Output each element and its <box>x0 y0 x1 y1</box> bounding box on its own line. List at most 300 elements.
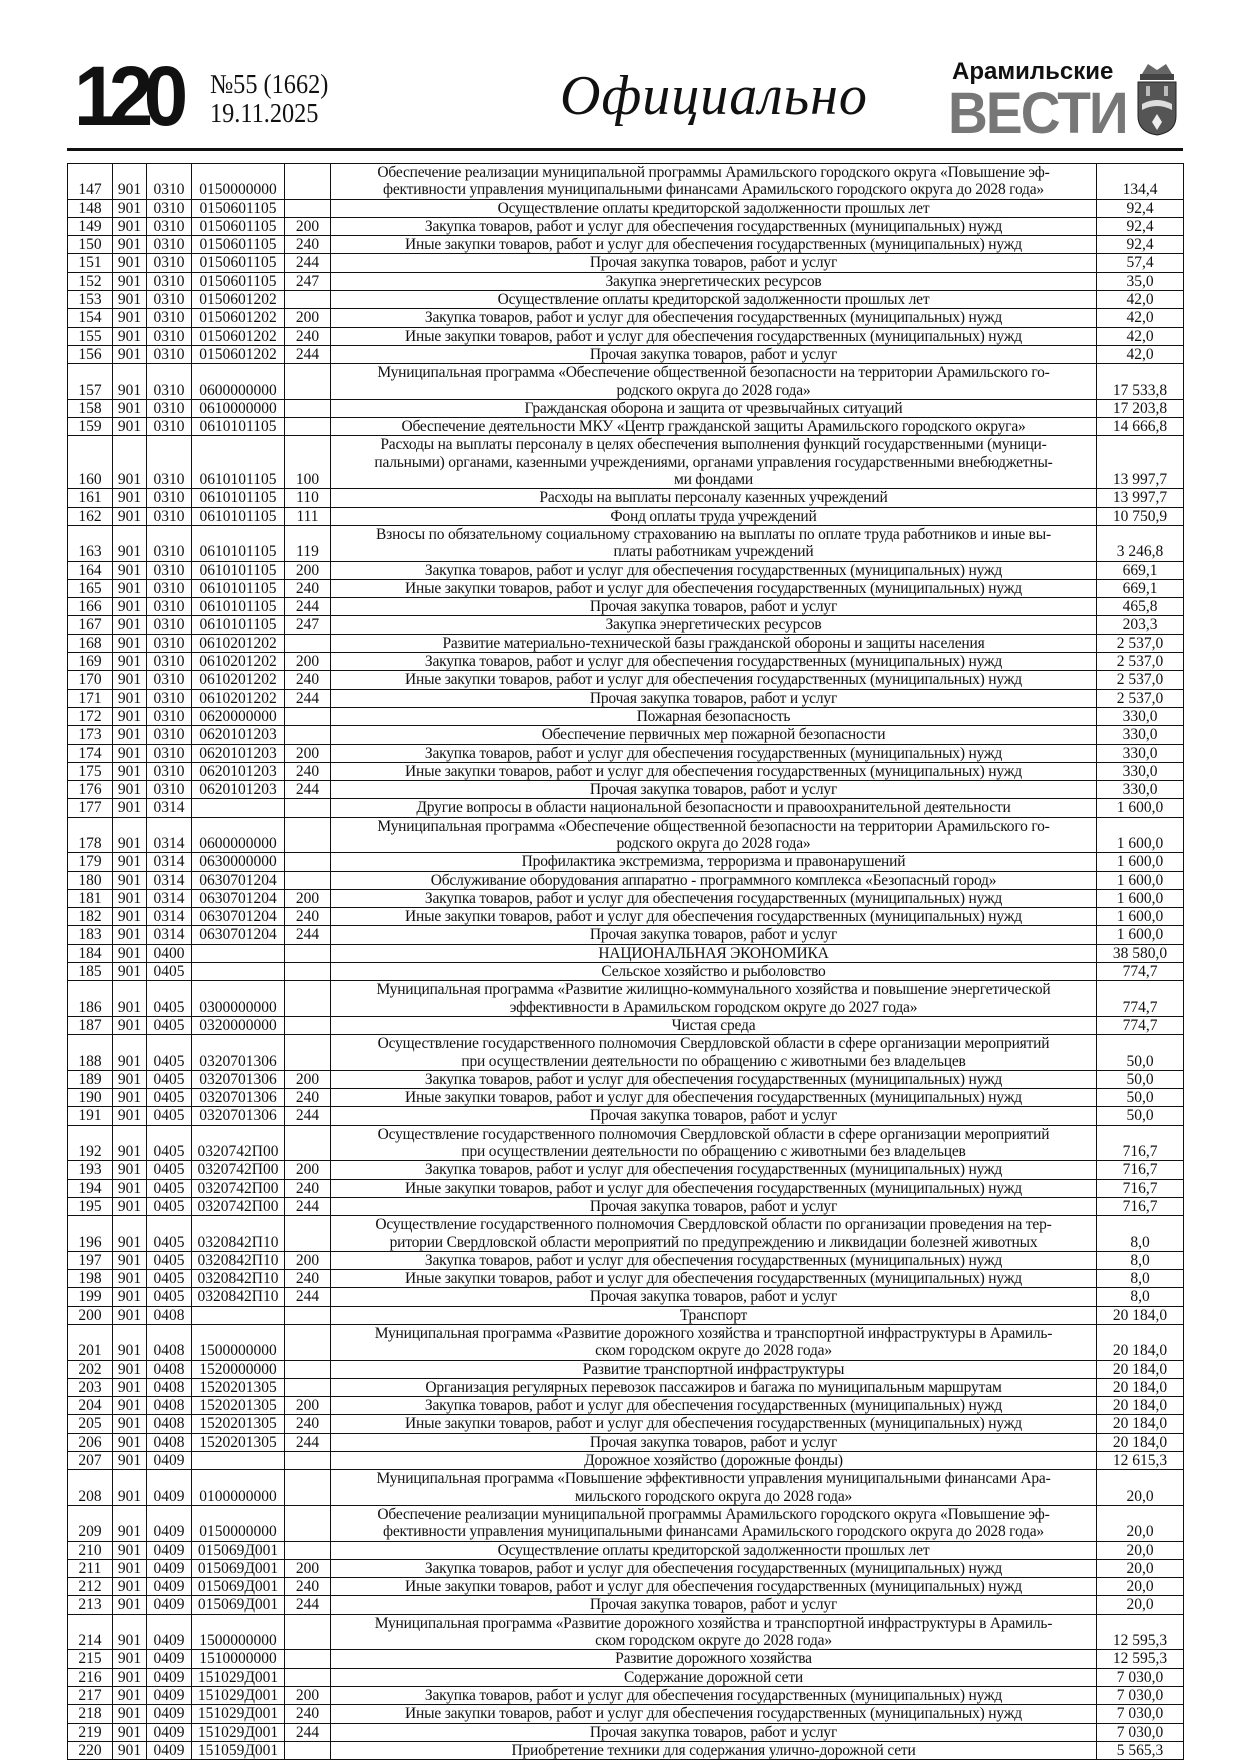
section-code: 0408 <box>147 1360 192 1378</box>
table-row <box>68 908 1184 926</box>
table-row <box>68 598 1184 616</box>
ministry-code: 901 <box>113 525 147 561</box>
target-code: 0610101105 <box>192 489 285 507</box>
amount: 17 203,8 <box>1097 399 1184 417</box>
section-code: 0314 <box>147 908 192 926</box>
table-row <box>68 1723 1184 1741</box>
section-code: 0310 <box>147 744 192 762</box>
row-number: 207 <box>68 1452 113 1470</box>
ministry-code: 901 <box>113 1288 147 1306</box>
table-row <box>68 1541 1184 1559</box>
expense-type: 240 <box>285 1705 331 1723</box>
expense-type <box>285 634 331 652</box>
expense-type <box>285 418 331 436</box>
expense-type: 240 <box>285 1415 331 1433</box>
amount: 20 184,0 <box>1097 1325 1184 1361</box>
expense-type <box>285 1452 331 1470</box>
expense-type: 240 <box>285 236 331 254</box>
issue-date: 19.11.2025 <box>210 98 319 128</box>
expense-type: 200 <box>285 653 331 671</box>
table-row <box>68 418 1184 436</box>
target-code: 0630701204 <box>192 908 285 926</box>
section-code: 0310 <box>147 598 192 616</box>
ministry-code: 901 <box>113 1741 147 1759</box>
page-number: 120 <box>74 49 179 143</box>
description: Прочая закупка товаров, работ и услуг <box>331 1596 1097 1614</box>
table-row <box>68 1070 1184 1088</box>
description: Муниципальная программа «Обеспечение общественной безопасности на территории Арамильского го- родского округа до 2028 года» <box>331 364 1097 400</box>
table-row <box>68 345 1184 363</box>
table-row <box>68 1686 1184 1704</box>
table-row <box>68 1614 1184 1650</box>
ministry-code: 901 <box>113 944 147 962</box>
expense-type: 240 <box>285 327 331 345</box>
amount: 42,0 <box>1097 345 1184 363</box>
section-code: 0409 <box>147 1596 192 1614</box>
description: Муниципальная программа «Повышение эффективности управления муниципальными финансами Ара- мильского городского округа до 2028 года» <box>331 1470 1097 1506</box>
table-row <box>68 781 1184 799</box>
section-title: Официально <box>560 65 868 127</box>
table-row <box>68 1505 1184 1541</box>
section-code: 0408 <box>147 1306 192 1324</box>
amount: 7 030,0 <box>1097 1723 1184 1741</box>
amount: 1 600,0 <box>1097 926 1184 944</box>
table-row <box>68 1288 1184 1306</box>
target-code: 0150601202 <box>192 291 285 309</box>
target-code: 1500000000 <box>192 1614 285 1650</box>
section-code: 0310 <box>147 653 192 671</box>
description: Обеспечение реализации муниципальной программы Арамильского городского округа «Повышение эф- фективности управления муниципальными финансами Арамильского городского округа до 2028 года» <box>331 164 1097 200</box>
row-number: 195 <box>68 1197 113 1215</box>
row-number: 213 <box>68 1596 113 1614</box>
table-row <box>68 364 1184 400</box>
ministry-code: 901 <box>113 1161 147 1179</box>
expense-type <box>285 726 331 744</box>
target-code: 0150000000 <box>192 164 285 200</box>
target-code: 0610101105 <box>192 598 285 616</box>
row-number: 210 <box>68 1541 113 1559</box>
description: Закупка товаров, работ и услуг для обеспечения государственных (муниципальных) нужд <box>331 653 1097 671</box>
issue-info <box>210 70 328 128</box>
row-number: 186 <box>68 981 113 1017</box>
row-number: 206 <box>68 1433 113 1451</box>
table-row <box>68 616 1184 634</box>
section-code: 0405 <box>147 1179 192 1197</box>
row-number: 191 <box>68 1107 113 1125</box>
description: Закупка товаров, работ и услуг для обеспечения государственных (муниципальных) нужд <box>331 561 1097 579</box>
table-row <box>68 889 1184 907</box>
section-code: 0409 <box>147 1541 192 1559</box>
table-row <box>68 1197 1184 1215</box>
section-code: 0314 <box>147 889 192 907</box>
amount: 12 595,3 <box>1097 1614 1184 1650</box>
row-number: 217 <box>68 1686 113 1704</box>
description: Прочая закупка товаров, работ и услуг <box>331 1197 1097 1215</box>
row-number: 157 <box>68 364 113 400</box>
section-code: 0405 <box>147 1216 192 1252</box>
section-code: 0314 <box>147 799 192 817</box>
ministry-code: 901 <box>113 164 147 200</box>
target-code: 0630701204 <box>192 889 285 907</box>
expense-type <box>285 963 331 981</box>
ministry-code: 901 <box>113 489 147 507</box>
target-code: 1520201305 <box>192 1433 285 1451</box>
ministry-code: 901 <box>113 671 147 689</box>
row-number: 209 <box>68 1505 113 1541</box>
row-number: 216 <box>68 1668 113 1686</box>
amount: 92,4 <box>1097 236 1184 254</box>
table-row <box>68 1107 1184 1125</box>
table-row <box>68 1035 1184 1071</box>
ministry-code: 901 <box>113 598 147 616</box>
target-code: 0610101105 <box>192 436 285 489</box>
row-number: 178 <box>68 817 113 853</box>
amount: 20,0 <box>1097 1578 1184 1596</box>
ministry-code: 901 <box>113 1541 147 1559</box>
target-code: 0100000000 <box>192 1470 285 1506</box>
expense-type: 244 <box>285 345 331 363</box>
description: Иные закупки товаров, работ и услуг для обеспечения государственных (муниципальных) нужд <box>331 1270 1097 1288</box>
description: Содержание дорожной сети <box>331 1668 1097 1686</box>
target-code: 0610101105 <box>192 507 285 525</box>
table-row <box>68 1741 1184 1759</box>
description: Развитие материально-технической базы гражданской обороны и защиты населения <box>331 634 1097 652</box>
expense-type <box>285 1505 331 1541</box>
row-number: 149 <box>68 217 113 235</box>
expense-type: 240 <box>285 671 331 689</box>
expense-type: 244 <box>285 1596 331 1614</box>
description: Закупка товаров, работ и услуг для обеспечения государственных (муниципальных) нужд <box>331 1559 1097 1577</box>
row-number: 197 <box>68 1251 113 1269</box>
ministry-code: 901 <box>113 1415 147 1433</box>
row-number: 163 <box>68 525 113 561</box>
section-code: 0405 <box>147 1070 192 1088</box>
amount: 50,0 <box>1097 1070 1184 1088</box>
section-code: 0310 <box>147 399 192 417</box>
description: Муниципальная программа «Развитие дорожного хозяйства и транспортной инфраструктуры в Арамиль- ском городском округе до 2028 года» <box>331 1325 1097 1361</box>
amount: 1 600,0 <box>1097 908 1184 926</box>
section-code: 0405 <box>147 1035 192 1071</box>
expense-type: 240 <box>285 1089 331 1107</box>
description: Взносы по обязательному социальному страхованию на выплаты по оплате труда работников и иные вы- платы работникам учреждений <box>331 525 1097 561</box>
target-code: 015069Д001 <box>192 1578 285 1596</box>
ministry-code: 901 <box>113 1470 147 1506</box>
amount: 134,4 <box>1097 164 1184 200</box>
description: Закупка товаров, работ и услуг для обеспечения государственных (муниципальных) нужд <box>331 744 1097 762</box>
target-code: 0320742П00 <box>192 1179 285 1197</box>
row-number: 169 <box>68 653 113 671</box>
table-row <box>68 236 1184 254</box>
target-code: 1520201305 <box>192 1415 285 1433</box>
target-code: 0320000000 <box>192 1016 285 1034</box>
table-row <box>68 1559 1184 1577</box>
description: Закупка энергетических ресурсов <box>331 616 1097 634</box>
ministry-code: 901 <box>113 345 147 363</box>
section-code: 0310 <box>147 616 192 634</box>
row-number: 151 <box>68 254 113 272</box>
target-code: 015069Д001 <box>192 1541 285 1559</box>
row-number: 175 <box>68 762 113 780</box>
ministry-code: 901 <box>113 1251 147 1269</box>
ministry-code: 901 <box>113 1216 147 1252</box>
row-number: 147 <box>68 164 113 200</box>
description: Другие вопросы в области национальной безопасности и правоохранительной деятельности <box>331 799 1097 817</box>
section-code: 0405 <box>147 1251 192 1269</box>
amount: 7 030,0 <box>1097 1668 1184 1686</box>
target-code: 0320842П10 <box>192 1270 285 1288</box>
expense-type: 240 <box>285 1179 331 1197</box>
ministry-code: 901 <box>113 1559 147 1577</box>
description: Прочая закупка товаров, работ и услуг <box>331 781 1097 799</box>
amount: 465,8 <box>1097 598 1184 616</box>
ministry-code: 901 <box>113 963 147 981</box>
table-row <box>68 436 1184 489</box>
section-code: 0409 <box>147 1650 192 1668</box>
amount: 20,0 <box>1097 1505 1184 1541</box>
expense-type: 244 <box>285 1723 331 1741</box>
expense-type <box>285 1650 331 1668</box>
row-number: 180 <box>68 871 113 889</box>
expense-type <box>285 707 331 725</box>
expense-type <box>285 1325 331 1361</box>
description: Пожарная безопасность <box>331 707 1097 725</box>
row-number: 154 <box>68 309 113 327</box>
table-row <box>68 944 1184 962</box>
amount: 669,1 <box>1097 561 1184 579</box>
target-code: 0610000000 <box>192 399 285 417</box>
row-number: 220 <box>68 1741 113 1759</box>
section-code: 0314 <box>147 817 192 853</box>
ministry-code: 901 <box>113 327 147 345</box>
description: Осуществление оплаты кредиторской задолженности прошлых лет <box>331 199 1097 217</box>
row-number: 200 <box>68 1306 113 1324</box>
expense-type: 240 <box>285 1578 331 1596</box>
expense-type: 100 <box>285 436 331 489</box>
table-row <box>68 254 1184 272</box>
description: Дорожное хозяйство (дорожные фонды) <box>331 1452 1097 1470</box>
target-code: 0320701306 <box>192 1107 285 1125</box>
description: Обеспечение реализации муниципальной программы Арамильского городского округа «Повышение эф- фективности управления муниципальными финансами Арамильского городского округа до 2028 года» <box>331 1505 1097 1541</box>
description: Организация регулярных перевозок пассажиров и багажа по муниципальным маршрутам <box>331 1378 1097 1396</box>
row-number: 188 <box>68 1035 113 1071</box>
target-code: 1520000000 <box>192 1360 285 1378</box>
target-code: 0320742П00 <box>192 1161 285 1179</box>
ministry-code: 901 <box>113 291 147 309</box>
ministry-code: 901 <box>113 1578 147 1596</box>
row-number: 167 <box>68 616 113 634</box>
description: Иные закупки товаров, работ и услуг для обеспечения государственных (муниципальных) нужд <box>331 1179 1097 1197</box>
table-row <box>68 1270 1184 1288</box>
amount: 1 600,0 <box>1097 817 1184 853</box>
amount: 1 600,0 <box>1097 799 1184 817</box>
row-number: 187 <box>68 1016 113 1034</box>
section-code: 0310 <box>147 327 192 345</box>
ministry-code: 901 <box>113 1360 147 1378</box>
section-code: 0409 <box>147 1705 192 1723</box>
amount: 42,0 <box>1097 309 1184 327</box>
ministry-code: 901 <box>113 1397 147 1415</box>
amount: 20 184,0 <box>1097 1360 1184 1378</box>
target-code: 0320842П10 <box>192 1288 285 1306</box>
row-number: 164 <box>68 561 113 579</box>
ministry-code: 901 <box>113 364 147 400</box>
table-row <box>68 1452 1184 1470</box>
amount: 20 184,0 <box>1097 1306 1184 1324</box>
row-number: 192 <box>68 1125 113 1161</box>
ministry-code: 901 <box>113 309 147 327</box>
section-code: 0310 <box>147 309 192 327</box>
row-number: 172 <box>68 707 113 725</box>
expense-type <box>285 817 331 853</box>
row-number: 185 <box>68 963 113 981</box>
target-code: 0610201202 <box>192 634 285 652</box>
target-code: 0600000000 <box>192 364 285 400</box>
amount: 774,7 <box>1097 1016 1184 1034</box>
amount: 50,0 <box>1097 1089 1184 1107</box>
amount: 20,0 <box>1097 1559 1184 1577</box>
target-code: 0610201202 <box>192 653 285 671</box>
description: Гражданская оборона и защита от чрезвычайных ситуаций <box>331 399 1097 417</box>
description: Сельское хозяйство и рыболовство <box>331 963 1097 981</box>
target-code: 0320701306 <box>192 1089 285 1107</box>
target-code: 015069Д001 <box>192 1559 285 1577</box>
target-code <box>192 963 285 981</box>
row-number: 162 <box>68 507 113 525</box>
target-code: 0620101203 <box>192 726 285 744</box>
section-code: 0310 <box>147 217 192 235</box>
logo-line2: ВЕСТИ <box>948 81 1127 146</box>
ministry-code: 901 <box>113 272 147 290</box>
ministry-code: 901 <box>113 399 147 417</box>
ministry-code: 901 <box>113 889 147 907</box>
section-code: 0409 <box>147 1578 192 1596</box>
table-row <box>68 671 1184 689</box>
target-code: 1520201305 <box>192 1378 285 1396</box>
row-number: 190 <box>68 1089 113 1107</box>
ministry-code: 901 <box>113 1705 147 1723</box>
amount: 12 615,3 <box>1097 1452 1184 1470</box>
amount: 20 184,0 <box>1097 1415 1184 1433</box>
description: Прочая закупка товаров, работ и услуг <box>331 1288 1097 1306</box>
table-row <box>68 291 1184 309</box>
row-number: 165 <box>68 579 113 597</box>
expense-type: 240 <box>285 1270 331 1288</box>
section-code: 0310 <box>147 561 192 579</box>
amount: 42,0 <box>1097 291 1184 309</box>
row-number: 158 <box>68 399 113 417</box>
amount: 716,7 <box>1097 1179 1184 1197</box>
ministry-code: 901 <box>113 1306 147 1324</box>
description: Иные закупки товаров, работ и услуг для обеспечения государственных (муниципальных) нужд <box>331 671 1097 689</box>
description: Обслуживание оборудования аппаратно - программного комплекса «Безопасный город» <box>331 871 1097 889</box>
target-code: 0150601105 <box>192 272 285 290</box>
ministry-code: 901 <box>113 1035 147 1071</box>
amount: 42,0 <box>1097 327 1184 345</box>
section-code: 0405 <box>147 981 192 1017</box>
expense-type: 244 <box>285 598 331 616</box>
target-code: 0320701306 <box>192 1035 285 1071</box>
expense-type <box>285 1614 331 1650</box>
amount: 38 580,0 <box>1097 944 1184 962</box>
amount: 50,0 <box>1097 1107 1184 1125</box>
description: Муниципальная программа «Развитие дорожного хозяйства и транспортной инфраструктуры в Арамиль- ском городском округе до 2028 года» <box>331 1614 1097 1650</box>
description: Прочая закупка товаров, работ и услуг <box>331 345 1097 363</box>
target-code: 0150601202 <box>192 327 285 345</box>
ministry-code: 901 <box>113 781 147 799</box>
row-number: 211 <box>68 1559 113 1577</box>
table-row <box>68 561 1184 579</box>
section-code: 0310 <box>147 254 192 272</box>
description: Развитие дорожного хозяйства <box>331 1650 1097 1668</box>
ministry-code: 901 <box>113 1378 147 1396</box>
section-code: 0405 <box>147 1107 192 1125</box>
table-row <box>68 762 1184 780</box>
table-row <box>68 579 1184 597</box>
description: Муниципальная программа «Развитие жилищно-коммунального хозяйства и повышение энергетической эффективности в Арамильском городском округе до 2027 года» <box>331 981 1097 1017</box>
ministry-code: 901 <box>113 908 147 926</box>
row-number: 202 <box>68 1360 113 1378</box>
expense-type: 244 <box>285 1288 331 1306</box>
target-code: 0620101203 <box>192 744 285 762</box>
table-row <box>68 1397 1184 1415</box>
amount: 1 600,0 <box>1097 889 1184 907</box>
ministry-code: 901 <box>113 981 147 1017</box>
ministry-code: 901 <box>113 871 147 889</box>
section-code: 0408 <box>147 1433 192 1451</box>
description: Иные закупки товаров, работ и услуг для обеспечения государственных (муниципальных) нужд <box>331 1415 1097 1433</box>
target-code: 151029Д001 <box>192 1686 285 1704</box>
table-row <box>68 217 1184 235</box>
ministry-code: 901 <box>113 1125 147 1161</box>
ministry-code: 901 <box>113 1433 147 1451</box>
table-row <box>68 1161 1184 1179</box>
expense-type: 244 <box>285 1433 331 1451</box>
table-row <box>68 1360 1184 1378</box>
ministry-code: 901 <box>113 616 147 634</box>
ministry-code: 901 <box>113 1668 147 1686</box>
target-code: 0320701306 <box>192 1070 285 1088</box>
expense-type: 247 <box>285 616 331 634</box>
ministry-code: 901 <box>113 634 147 652</box>
section-code: 0310 <box>147 671 192 689</box>
table-row <box>68 1705 1184 1723</box>
section-code: 0310 <box>147 436 192 489</box>
ministry-code: 901 <box>113 199 147 217</box>
section-code: 0310 <box>147 781 192 799</box>
ministry-code: 901 <box>113 707 147 725</box>
description: НАЦИОНАЛЬНАЯ ЭКОНОМИКА <box>331 944 1097 962</box>
expense-type <box>285 871 331 889</box>
table-row <box>68 853 1184 871</box>
description: Закупка товаров, работ и услуг для обеспечения государственных (муниципальных) нужд <box>331 1251 1097 1269</box>
description: Иные закупки товаров, работ и услуг для обеспечения государственных (муниципальных) нужд <box>331 579 1097 597</box>
section-code: 0310 <box>147 762 192 780</box>
section-code: 0409 <box>147 1668 192 1686</box>
section-code: 0310 <box>147 345 192 363</box>
target-code <box>192 944 285 962</box>
row-number: 160 <box>68 436 113 489</box>
row-number: 170 <box>68 671 113 689</box>
section-code: 0405 <box>147 963 192 981</box>
expense-type <box>285 1306 331 1324</box>
section-code: 0405 <box>147 1161 192 1179</box>
expense-type: 240 <box>285 908 331 926</box>
table-row <box>68 1325 1184 1361</box>
logo-line1: Арамильские <box>952 58 1114 85</box>
section-code: 0310 <box>147 364 192 400</box>
ministry-code: 901 <box>113 1179 147 1197</box>
amount: 2 537,0 <box>1097 689 1184 707</box>
